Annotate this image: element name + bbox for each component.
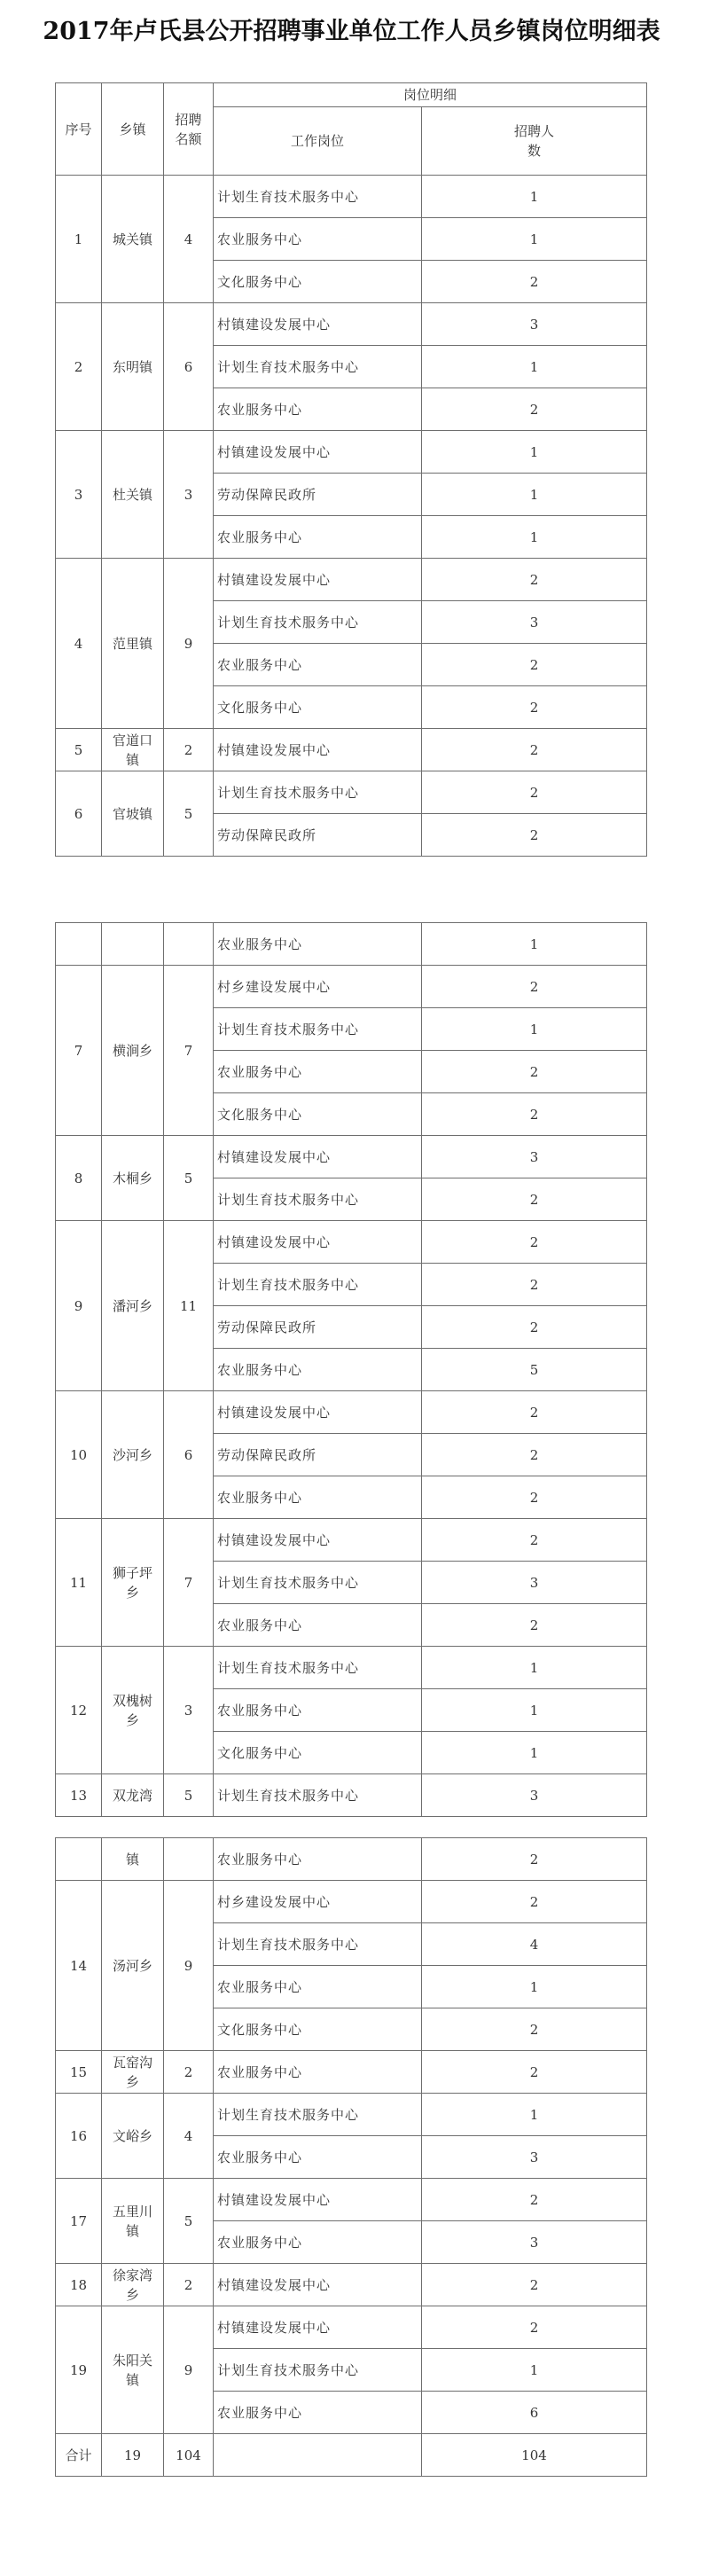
quota-cell: 9 [164, 559, 214, 729]
table-body-2 [56, 923, 647, 1817]
count-cell: 3 [422, 2221, 647, 2264]
count-cell: 2 [422, 2008, 647, 2051]
total-label: 合计 [56, 2434, 102, 2477]
count-cell: 2 [422, 1093, 647, 1136]
position-cell: 计划生育技术服务中心 [214, 1264, 422, 1306]
table-row [56, 1838, 647, 1881]
position-cell: 计划生育技术服务中心 [214, 601, 422, 644]
table-row [56, 923, 647, 966]
count-cell: 3 [422, 1136, 647, 1178]
seq-cell: 2 [56, 303, 102, 431]
position-cell: 文化服务中心 [214, 261, 422, 303]
position-cell: 村镇建设发展中心 [214, 2264, 422, 2306]
position-cell: 农业服务中心 [214, 1966, 422, 2008]
position-cell: 劳动保障民政所 [214, 814, 422, 857]
count-cell: 2 [422, 1306, 647, 1349]
count-cell: 2 [422, 2264, 647, 2306]
header-count: 招聘人数 [422, 107, 647, 176]
quota-cell: 6 [164, 1391, 214, 1519]
position-cell: 村乡建设发展中心 [214, 1881, 422, 1923]
seq-cell: 9 [56, 1221, 102, 1391]
town-cell: 五里川镇 [102, 2179, 164, 2264]
seq-cell: 6 [56, 771, 102, 857]
town-cell: 横涧乡 [102, 966, 164, 1136]
position-cell: 农业服务中心 [214, 1689, 422, 1732]
position-cell: 劳动保障民政所 [214, 1306, 422, 1349]
header-seq: 序号 [56, 83, 102, 176]
position-cell: 农业服务中心 [214, 1349, 422, 1391]
quota-cell [164, 923, 214, 966]
position-cell: 文化服务中心 [214, 2008, 422, 2051]
quota-cell: 2 [164, 729, 214, 771]
position-cell: 农业服务中心 [214, 1476, 422, 1519]
position-cell: 文化服务中心 [214, 1732, 422, 1774]
seq-cell: 14 [56, 1881, 102, 2051]
position-cell: 农业服务中心 [214, 1051, 422, 1093]
seq-cell: 1 [56, 176, 102, 303]
seq-cell: 5 [56, 729, 102, 771]
count-cell: 1 [422, 176, 647, 218]
quota-cell: 6 [164, 303, 214, 431]
count-cell: 2 [422, 1221, 647, 1264]
position-cell: 计划生育技术服务中心 [214, 176, 422, 218]
table-row [56, 771, 647, 814]
quota-cell: 9 [164, 1881, 214, 2051]
quota-cell: 7 [164, 966, 214, 1136]
town-cell: 瓦窑沟乡 [102, 2051, 164, 2094]
quota-cell: 5 [164, 771, 214, 857]
table-row [56, 1221, 647, 1264]
header-detail: 岗位明细 [214, 83, 647, 107]
seq-cell: 3 [56, 431, 102, 559]
position-cell: 计划生育技术服务中心 [214, 1774, 422, 1817]
count-cell: 1 [422, 516, 647, 559]
table-row [56, 1136, 647, 1178]
town-cell: 沙河乡 [102, 1391, 164, 1519]
count-cell: 2 [422, 1604, 647, 1647]
count-cell: 3 [422, 1562, 647, 1604]
count-cell: 1 [422, 218, 647, 261]
table-row [56, 2306, 647, 2349]
position-cell: 计划生育技术服务中心 [214, 2349, 422, 2392]
position-cell: 农业服务中心 [214, 2221, 422, 2264]
seq-cell: 10 [56, 1391, 102, 1519]
total-quota: 104 [164, 2434, 214, 2477]
quota-cell [164, 1838, 214, 1881]
position-cell: 村镇建设发展中心 [214, 1391, 422, 1434]
table-part-2 [55, 922, 647, 1817]
position-cell: 文化服务中心 [214, 686, 422, 729]
seq-cell: 7 [56, 966, 102, 1136]
count-cell: 1 [422, 2349, 647, 2392]
position-cell: 文化服务中心 [214, 1093, 422, 1136]
table-row [56, 1881, 647, 1923]
header-row [56, 83, 647, 107]
position-cell: 农业服务中心 [214, 218, 422, 261]
table-row [56, 729, 647, 771]
position-cell: 村乡建设发展中心 [214, 966, 422, 1008]
count-cell: 2 [422, 1476, 647, 1519]
count-cell: 1 [422, 1008, 647, 1051]
seq-cell: 18 [56, 2264, 102, 2306]
quota-cell: 5 [164, 1774, 214, 1817]
count-cell: 1 [422, 1732, 647, 1774]
position-cell: 计划生育技术服务中心 [214, 771, 422, 814]
position-cell: 农业服务中心 [214, 1838, 422, 1881]
town-cell: 镇 [102, 1838, 164, 1881]
quota-cell: 3 [164, 1647, 214, 1774]
town-cell: 朱阳关镇 [102, 2306, 164, 2434]
town-cell: 徐家湾乡 [102, 2264, 164, 2306]
position-cell: 计划生育技术服务中心 [214, 1923, 422, 1966]
table-row [56, 2094, 647, 2136]
header-position: 工作岗位 [214, 107, 422, 176]
count-cell: 2 [422, 1264, 647, 1306]
quota-cell: 4 [164, 176, 214, 303]
seq-cell: 8 [56, 1136, 102, 1221]
seq-cell: 17 [56, 2179, 102, 2264]
position-cell: 农业服务中心 [214, 388, 422, 431]
count-cell: 1 [422, 431, 647, 474]
count-cell: 2 [422, 729, 647, 771]
count-cell: 1 [422, 923, 647, 966]
count-cell: 2 [422, 1434, 647, 1476]
table-row [56, 431, 647, 474]
town-cell: 木桐乡 [102, 1136, 164, 1221]
page-title: 2017年卢氏县公开招聘事业单位工作人员乡镇岗位明细表 [43, 18, 660, 45]
town-cell: 范里镇 [102, 559, 164, 729]
town-cell: 东明镇 [102, 303, 164, 431]
count-cell: 4 [422, 1923, 647, 1966]
position-cell: 农业服务中心 [214, 1604, 422, 1647]
table-row [56, 966, 647, 1008]
count-cell: 2 [422, 1178, 647, 1221]
seq-cell: 13 [56, 1774, 102, 1817]
position-cell: 计划生育技术服务中心 [214, 1562, 422, 1604]
quota-cell: 5 [164, 1136, 214, 1221]
seq-cell: 15 [56, 2051, 102, 2094]
seq-cell: 12 [56, 1647, 102, 1774]
position-cell: 劳动保障民政所 [214, 474, 422, 516]
count-cell: 1 [422, 1966, 647, 2008]
table-row [56, 2179, 647, 2221]
table-row [56, 1519, 647, 1562]
quota-cell: 11 [164, 1221, 214, 1391]
quota-cell: 3 [164, 431, 214, 559]
quota-cell: 7 [164, 1519, 214, 1647]
seq-cell: 19 [56, 2306, 102, 2434]
count-cell: 2 [422, 2306, 647, 2349]
table-row [56, 2051, 647, 2094]
count-cell: 2 [422, 771, 647, 814]
quota-cell: 9 [164, 2306, 214, 2434]
count-cell: 1 [422, 474, 647, 516]
position-cell: 农业服务中心 [214, 2392, 422, 2434]
town-cell: 城关镇 [102, 176, 164, 303]
count-cell: 1 [422, 346, 647, 388]
count-cell: 2 [422, 1519, 647, 1562]
seq-cell [56, 923, 102, 966]
table-row [56, 176, 647, 218]
count-cell: 2 [422, 966, 647, 1008]
table-part-3 [55, 1837, 647, 2477]
count-cell: 2 [422, 1391, 647, 1434]
count-cell: 2 [422, 388, 647, 431]
town-cell [102, 923, 164, 966]
position-cell: 村镇建设发展中心 [214, 1221, 422, 1264]
count-cell: 2 [422, 644, 647, 686]
quota-cell: 2 [164, 2051, 214, 2094]
position-cell: 村镇建设发展中心 [214, 2179, 422, 2221]
position-cell: 劳动保障民政所 [214, 1434, 422, 1476]
town-cell: 狮子坪乡 [102, 1519, 164, 1647]
count-cell: 2 [422, 814, 647, 857]
town-cell: 官坡镇 [102, 771, 164, 857]
table-row [56, 303, 647, 346]
town-cell: 双槐树乡 [102, 1647, 164, 1774]
position-cell: 农业服务中心 [214, 516, 422, 559]
position-cell: 计划生育技术服务中心 [214, 1178, 422, 1221]
count-cell: 3 [422, 601, 647, 644]
header-town: 乡镇 [102, 83, 164, 176]
header-quota: 招聘名额 [164, 83, 214, 176]
table-part-1 [55, 82, 647, 857]
seq-cell [56, 1838, 102, 1881]
count-cell: 5 [422, 1349, 647, 1391]
count-cell: 2 [422, 2179, 647, 2221]
table-body-1 [56, 83, 647, 857]
count-cell: 2 [422, 1051, 647, 1093]
table-row [56, 1391, 647, 1434]
count-cell: 3 [422, 2136, 647, 2179]
position-cell: 村镇建设发展中心 [214, 431, 422, 474]
position-cell: 农业服务中心 [214, 2051, 422, 2094]
count-cell: 2 [422, 1838, 647, 1881]
total-towns: 19 [102, 2434, 164, 2477]
town-cell: 汤河乡 [102, 1881, 164, 2051]
table-row [56, 1774, 647, 1817]
position-cell: 计划生育技术服务中心 [214, 346, 422, 388]
position-cell: 农业服务中心 [214, 923, 422, 966]
count-cell: 1 [422, 1689, 647, 1732]
count-cell: 3 [422, 1774, 647, 1817]
quota-cell: 2 [164, 2264, 214, 2306]
position-cell: 村镇建设发展中心 [214, 2306, 422, 2349]
total-count: 104 [422, 2434, 647, 2477]
count-cell: 2 [422, 1881, 647, 1923]
position-cell: 村镇建设发展中心 [214, 729, 422, 771]
table-row [56, 2264, 647, 2306]
total-row [56, 2434, 647, 2477]
town-cell: 双龙湾 [102, 1774, 164, 1817]
position-cell: 村镇建设发展中心 [214, 1136, 422, 1178]
seq-cell: 11 [56, 1519, 102, 1647]
seq-cell: 4 [56, 559, 102, 729]
position-cell: 计划生育技术服务中心 [214, 1008, 422, 1051]
count-cell: 1 [422, 2094, 647, 2136]
position-cell: 村镇建设发展中心 [214, 1519, 422, 1562]
table-body-3 [56, 1838, 647, 2477]
position-cell: 村镇建设发展中心 [214, 559, 422, 601]
total-blank [214, 2434, 422, 2477]
town-cell: 杜关镇 [102, 431, 164, 559]
count-cell: 2 [422, 686, 647, 729]
count-cell: 6 [422, 2392, 647, 2434]
position-cell: 农业服务中心 [214, 2136, 422, 2179]
count-cell: 2 [422, 2051, 647, 2094]
quota-cell: 4 [164, 2094, 214, 2179]
count-cell: 3 [422, 303, 647, 346]
count-cell: 1 [422, 1647, 647, 1689]
table-row [56, 559, 647, 601]
table-row [56, 1647, 647, 1689]
quota-cell: 5 [164, 2179, 214, 2264]
count-cell: 2 [422, 559, 647, 601]
position-cell: 计划生育技术服务中心 [214, 2094, 422, 2136]
seq-cell: 16 [56, 2094, 102, 2179]
position-cell: 农业服务中心 [214, 644, 422, 686]
town-cell: 文峪乡 [102, 2094, 164, 2179]
town-cell: 潘河乡 [102, 1221, 164, 1391]
town-cell: 官道口镇 [102, 729, 164, 771]
position-cell: 计划生育技术服务中心 [214, 1647, 422, 1689]
count-cell: 2 [422, 261, 647, 303]
position-cell: 村镇建设发展中心 [214, 303, 422, 346]
